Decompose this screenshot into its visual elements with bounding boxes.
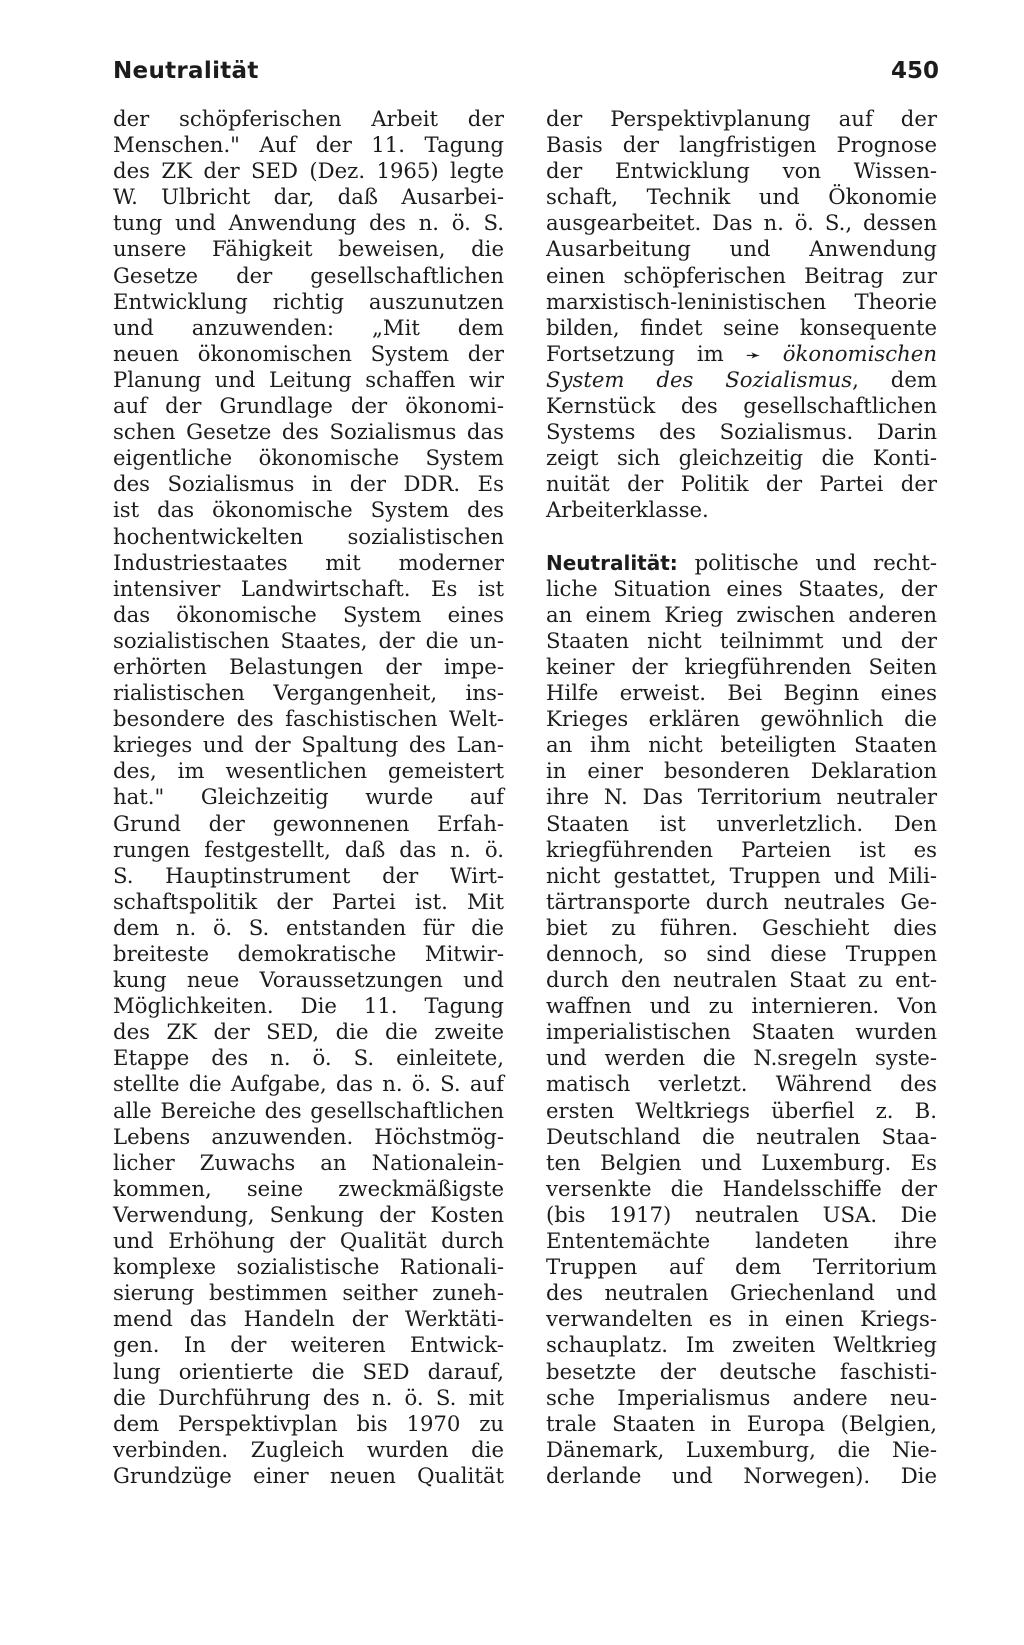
text-line: Kernstück des gesellschaftlichen	[546, 393, 937, 419]
crossref-term: ökonomischen	[782, 340, 937, 366]
text-line: dem Perspektivplan bis 1970 zu	[113, 1410, 504, 1436]
text-line: rungen festgestellt, daß das n. ö.	[113, 836, 504, 862]
text-line: unsere Fähigkeit beweisen, die	[113, 236, 504, 262]
text-line: zeigt sich gleichzeitig die Konti-	[546, 445, 937, 471]
text-line: dem n. ö. S. entstanden für die	[113, 914, 504, 940]
text-line: des Sozialismus in der DDR. Es	[113, 471, 504, 497]
text-line: rialistischen Vergangenheit, ins-	[113, 680, 504, 706]
text-line: intensiver Landwirtschaft. Es ist	[113, 575, 504, 601]
text-line: dennoch, so sind diese Truppen	[546, 941, 937, 966]
text-line: besondere des faschistischen Welt-	[113, 706, 504, 732]
text-line: Menschen." Auf der 11. Tagung	[113, 132, 504, 158]
text-line: eigentliche ökonomische System	[113, 445, 504, 471]
text-line: sierung bestimmen seither zuneh-	[113, 1280, 504, 1306]
text-line: Ententemächte landeten ihre	[546, 1228, 937, 1254]
text-line: marxistisch-leninistischen Theorie	[546, 288, 937, 314]
text-line: verbinden. Zugleich wurden die	[113, 1436, 504, 1462]
text-line: ihre N. Das Territorium neutraler	[546, 784, 937, 810]
text-line: gen. In der weiteren Entwick-	[113, 1332, 504, 1358]
text-line: Gesetze der gesellschaftlichen	[113, 262, 504, 288]
text-line: liche Situation eines Staates, der	[546, 575, 937, 601]
text-line: Grund der gewonnenen Erfah-	[113, 810, 504, 836]
text-line: Arbeiterklasse.	[546, 497, 709, 523]
text-line: an einem Krieg zwischen anderen	[546, 601, 937, 627]
text-line: hat." Gleichzeitig wurde auf	[113, 784, 504, 810]
text-line: lung orientierte die SED darauf,	[113, 1358, 504, 1384]
text-line: Grundzüge einer neuen Qualität	[113, 1462, 504, 1488]
text-line: hochentwickelten sozialistischen	[113, 523, 504, 549]
dictionary-entry	[546, 550, 937, 1489]
page-header	[113, 58, 939, 90]
text-line: ist das ökonomische System des	[113, 497, 504, 523]
text-line: Verwendung, Senkung der Kosten	[113, 1201, 504, 1227]
continued-paragraph	[546, 106, 937, 341]
right-column	[546, 106, 937, 1489]
text-line: breiteste demokratische Mitwir-	[113, 941, 504, 966]
crossref-term-continued: System des Sozialismus	[546, 366, 853, 392]
text-line: und werden die N.sregeln syste-	[546, 1045, 937, 1071]
running-head: Neutralität	[113, 58, 259, 84]
text-line: Etappe des n. ö. S. einleitete,	[113, 1045, 504, 1071]
crossref-line-2	[546, 367, 937, 393]
text-line: Entwicklung richtig auszunutzen	[113, 288, 504, 314]
text-line: licher Zuwachs an Nationalein-	[113, 1149, 504, 1175]
text-line: kung neue Voraussetzungen und	[113, 967, 504, 993]
text-line: Lebens anzuwenden. Höchstmög-	[113, 1123, 504, 1149]
text-line: des neutralen Griechenland und	[546, 1280, 937, 1306]
text-line: kriegführenden Parteien ist es	[546, 836, 937, 862]
text-line: die Durchführung des n. ö. S. mit	[113, 1384, 504, 1410]
text-line: nuität der Politik der Partei der	[546, 471, 937, 497]
text-line: Basis der langfristigen Prognose	[546, 132, 937, 158]
text-line: Truppen auf dem Territorium	[546, 1254, 937, 1280]
text-line: das ökonomische System eines	[113, 601, 504, 627]
text-line: des ZK der SED, die die zweite	[113, 1019, 504, 1045]
text-line: krieges und der Spaltung des Lan-	[113, 732, 504, 758]
text-line: der Entwicklung von Wissen-	[546, 158, 937, 184]
text-line: des, im wesentlichen gemeistert	[113, 758, 504, 784]
text-line: Deutschland die neutralen Staa-	[546, 1123, 937, 1149]
text-line: Systems des Sozialismus. Darin	[546, 419, 937, 445]
text-line: erhörten Belastungen der impe-	[113, 653, 504, 679]
text-line: versenkte die Handelsschiffe der	[546, 1175, 937, 1201]
crossref-prefix: Fortsetzung im	[546, 340, 724, 366]
text-line: stellte die Aufgabe, das n. ö. S. auf	[113, 1071, 504, 1097]
text-line: imperialistischen Staaten wurden	[546, 1019, 937, 1045]
text-line: W. Ulbricht dar, daß Ausarbei-	[113, 184, 504, 210]
text-line: matisch verletzt. Während des	[546, 1071, 937, 1097]
text-line: biet zu führen. Geschieht dies	[546, 914, 937, 940]
text-line: bilden, findet seine konsequente	[546, 314, 937, 340]
text-line: Krieges erklären gewöhnlich die	[546, 706, 937, 732]
text-line: und anzuwenden: „Mit dem	[113, 314, 504, 340]
text-line: (bis 1917) neutralen USA. Die	[546, 1201, 937, 1227]
text-line: sche Imperialismus andere neu-	[546, 1384, 937, 1410]
text-line: alle Bereiche des gesellschaftlichen	[113, 1097, 504, 1123]
text-line: an ihm nicht beteiligten Staaten	[546, 732, 937, 758]
text-line: Dänemark, Luxemburg, die Nie-	[546, 1436, 937, 1462]
text-line: und Erhöhung der Qualität durch	[113, 1228, 504, 1254]
text-line: des ZK der SED (Dez. 1965) legte	[113, 158, 504, 184]
text-line: schen Gesetze des Sozialismus das	[113, 419, 504, 445]
text-line: nicht gestattet, Truppen und Mili-	[546, 862, 937, 888]
text-line: tärtransporte durch neutrales Ge-	[546, 888, 937, 914]
text-line: waffnen und zu internieren. Von	[546, 993, 937, 1019]
crossref-line	[546, 341, 937, 367]
text-line: Staaten ist unverletzlich. Den	[546, 810, 937, 836]
text-line: schaft, Technik und Ökonomie	[546, 184, 937, 210]
text-line: Möglichkeiten. Die 11. Tagung	[113, 993, 504, 1019]
text-line: sozialistischen Staates, der die un-	[113, 627, 504, 653]
text-line: Staaten nicht teilnimmt und der	[546, 627, 937, 653]
text-line: schauplatz. Im zweiten Weltkrieg	[546, 1332, 937, 1358]
text-line: durch den neutralen Staat zu ent-	[546, 967, 937, 993]
text-line: auf der Grundlage der ökonomi-	[113, 393, 504, 419]
text-line: keiner der kriegführenden Seiten	[546, 653, 937, 679]
entry-first-line	[546, 550, 937, 576]
text-line: mend das Handeln der Werktäti-	[113, 1306, 504, 1332]
text-line: komplexe sozialistische Rationali-	[113, 1254, 504, 1280]
crossref-after: , dem	[852, 366, 937, 392]
text-line: ausgearbeitet. Das n. ö. S., dessen	[546, 210, 937, 236]
text-line: derlande und Norwegen). Die	[546, 1462, 937, 1488]
text-line: einen schöpferischen Beitrag zur	[546, 262, 937, 288]
text-line: tung und Anwendung des n. ö. S.	[113, 210, 504, 236]
text-line: ersten Weltkriegs überfiel z. B.	[546, 1097, 937, 1123]
text-line: kommen, seine zweckmäßigste	[113, 1175, 504, 1201]
text-line: neuen ökonomischen System der	[113, 340, 504, 366]
text-line: in einer besonderen Deklaration	[546, 758, 937, 784]
page-number: 450	[890, 58, 939, 84]
continued-paragraph-end	[546, 393, 937, 523]
entry-body	[546, 576, 937, 1489]
text-line: trale Staaten in Europa (Belgien,	[546, 1410, 937, 1436]
text-line: Ausarbeitung und Anwendung	[546, 236, 937, 262]
text-line: schaftspolitik der Partei ist. Mit	[113, 888, 504, 914]
text-line: S. Hauptinstrument der Wirt-	[113, 862, 504, 888]
arrow-icon: ➛	[745, 344, 761, 366]
entry-keyword: Neutralität:	[546, 550, 678, 575]
text-line: Planung und Leitung schaffen wir	[113, 366, 504, 392]
text-line: besetzte der deutsche faschisti-	[546, 1358, 937, 1384]
text-line: ten Belgien und Luxemburg. Es	[546, 1149, 937, 1175]
text-line: der schöpferischen Arbeit der	[113, 106, 504, 131]
text-line: Industriestaates mit moderner	[113, 549, 504, 575]
entry-first-text: politische und recht-	[694, 549, 937, 575]
text-line: verwandelten es in einen Kriegs-	[546, 1306, 937, 1332]
text-line: der Perspektivplanung auf der	[546, 106, 937, 131]
text-line: Hilfe erweist. Bei Beginn eines	[546, 680, 937, 706]
left-column	[113, 106, 504, 1489]
paragraph-gap	[546, 524, 937, 550]
